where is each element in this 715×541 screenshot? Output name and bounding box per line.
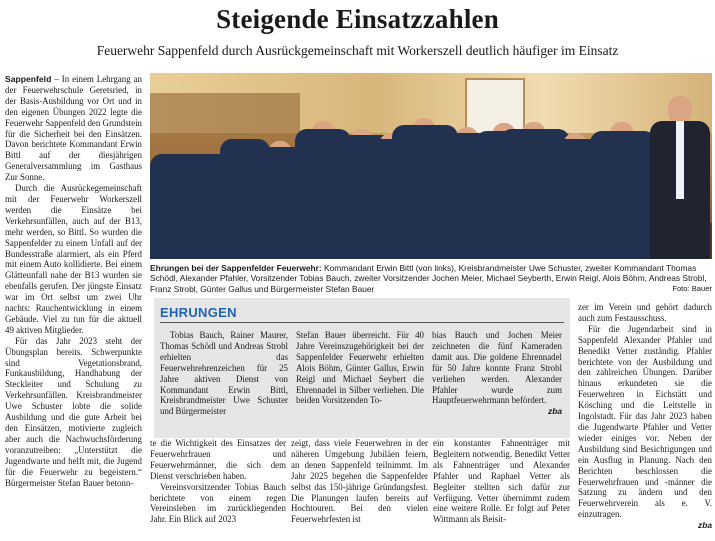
box-column-3 <box>432 330 562 417</box>
caption-title: Ehrungen bei der Sappenfelder Feuerwehr: <box>150 263 322 273</box>
box-signature: zba <box>548 406 562 417</box>
photo-credit: Foto: Bauer <box>672 284 712 293</box>
paragraph-8: zer im Verein und gehört dadurch auch zum Festausschuss. <box>578 302 712 323</box>
article-column-3 <box>291 438 428 525</box>
article-column-4 <box>433 438 570 525</box>
paragraph-2: Durch die Ausrückegemeinschaft mit der Feuerwehr Workerszell werden die Einsätze bei Verkehrsunfällen, auch auf der B13, mehr werden, so Bittl. So wurden die Sappenfelder zu einem Unfall auf der Bundesstraße alarmiert, als ein Pferd mit einem Auto kollidierte. Bei einem Glätteunfall nahe der B13 wurden sie ebenfalls gerufen. Der jüngste Einsatz war im Ort selbst um zwei Uhr nachts: Rauchentwicklung in einem Gebäude. Viel zu tun für die aktuell 49 aktiven Mitglieder. <box>5 183 142 335</box>
paragraph-6: zeigt, dass viele Feuerwehren in der näheren Umgebung Jubiläen feiern, an denen Sappenfeld teilnimmt. Im Jahr 2025 begehen die Sappenfelder selbst das 150-jährige Gründungsfest. Die Planungen laufen bereits auf Hochtouren. Bei den vielen Feuerwehrfesten ist <box>291 438 428 525</box>
paragraph-1: – In einem Lehrgang an der Feuerwehrschule Geretsried, in der Basis-Ausbildung vor Ort und in den eigenen Übungen 2022 legte die Feuerwehr Sappenfeld den Grundstein für die Sicherheit bei den Einsätzen. Davon berichtete Kommandant Erwin Bittl auf der diesjährigen Generalversammlung im Gasthaus Zur Sonne. <box>5 74 142 183</box>
box-text-1: Tobias Bauch, Rainer Maurer, Thomas Schödl und Andreas Strobl erhielten das Feuerwehrehrenzeichen für 25 Jahre aktiven Dienst von Kommandant Erwin Bittl, Kreisbrandmeister Uwe Schuster und Bürgermeister <box>160 330 288 417</box>
paragraph-3: Für das Jahr 2023 steht der Übungsplan bereits. Schwerpunkte sind Vegetationsbrand, Funkausbildung, Handhabung der Steckleiter und Schulung zu Verkehrsunfällen. Kreisbrandmeister Uwe Schuster lobte die solide Ausbildung und die gute Arbeit bei den Einsätzen, motivierte zugleich aber auch die Nachwuchsförderung voranzutreiben: „Unterstützt die Jugendwarte und helft mit, die Jugend für die Feuerwehr zu begeistern.“ Bürgermeister Stefan Bauer betonn- <box>5 335 142 488</box>
box-divider <box>160 322 564 323</box>
photo-caption <box>150 263 712 294</box>
article-column-2 <box>150 438 286 525</box>
paragraph-4: te die Wichtigkeit des Einsatzes der Feuerwehrfrauen und Feuerwehrmänner, die sich dem Dienst verschrieben haben. <box>150 438 286 481</box>
group-photo <box>150 73 712 259</box>
box-column-2 <box>296 330 424 406</box>
article-column-5 <box>578 302 712 531</box>
subheadline: Feuerwehr Sappenfeld durch Ausrückgemeinschaft mit Workerszell deutlich häufiger im Einsatz <box>96 43 619 58</box>
box-text-3: bias Bauch und Jochen Meier zeichneten die fünf Kameraden damit aus. Die goldene Ehrennadel für 50 Jahre konnte Franz Strobl verliehen werden. Alexander Pfahler wurde zum Hauptfeuerwehrmann befördert. <box>432 330 562 406</box>
paragraph-7: ein konstanter Fahnenträger mit Begleitern notwendig. Benedikt Vetter als Fahnenträger und Alexander Pfahler und Raphael Vetter als Begleiter stellten sich dafür zur Verfügung. Vetter übernimmt zudem eine weitere Rolle. Er folgt auf Peter Wittmann als Beisit- <box>433 438 570 525</box>
box-column-1 <box>160 330 288 417</box>
caption-text: Kommandant Erwin Bittl (von links), Kreisbrandmeister Uwe Schuster, zweiter Kommandant Thomas Schödl, Alexander Pfahler, Vorsitzender Tobias Bauch, zweiter Vorsitzender Jochen Meier, Michael Seyberth, Erwin Reigl, Alois Böhm, Andreas Strobl, Franz Strobl, Günter Gallus und Bürgermeister Stefan Bauer <box>150 263 707 294</box>
box-text-2: Stefan Bauer überreicht. Für 40 Jahre Vereinszugehörigkeit bei der Sappenfelder Feuerwehr erhielten Alois Böhm, Günter Gallus, Erwin Reigl und Michael Seybert die Ehrennadel in Silber verliehen. Die beiden Vorsitzenden To- <box>296 330 424 406</box>
article-column-1 <box>5 74 142 488</box>
dateline: Sappenfeld <box>5 74 52 84</box>
ehrungen-box-title: EHRUNGEN <box>160 305 237 320</box>
headline: Steigende Einsatzzahlen <box>216 4 499 34</box>
article-signature: zba <box>698 520 712 531</box>
paragraph-9: Für die Jugendarbeit sind in Sappenfeld Alexander Pfahler und Benedikt Vetter zuständig. Pfahler berichtete von der Ausbildung und den zahlreichen Übungen. Darüber hinaus erkundeten sie die Feuerwehren in Eichstätt und Kösching und die Leitstelle in Ingolstadt. Für das Jahr 2023 haben die Jugendwarte Pfahler und Vetter wieder einiges vor. Neben der Ausbildung sind Besichtigungen und ein Ausflug in Planung. Nach den Berichten beschlossen die Feuerwehrfrauen und -männer die Satzung zu ändern und den Feuerwehrverein als e. V. einzutragen. <box>578 323 712 520</box>
paragraph-5: Vereinsvorsitzender Tobias Bauch berichtete von einem regen Vereinsleben im zurückliegenden Jahr. Ein Blick auf 2023 <box>150 481 286 525</box>
